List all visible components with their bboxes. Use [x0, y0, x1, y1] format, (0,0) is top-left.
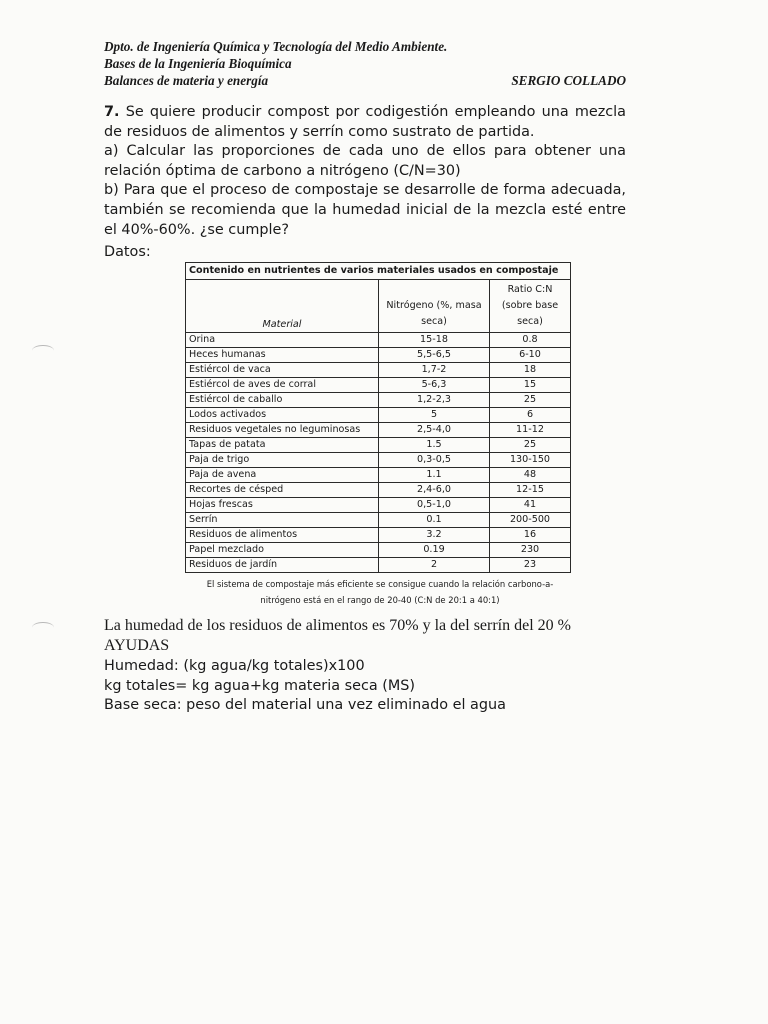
problem-part-b: b) Para que el proceso de compostaje se desarrolle de forma adecuada, también se recomienda que la humedad inicial de la mezcla esté entre el 40%-60%. ¿se cumple? — [104, 182, 626, 238]
cell-material: Tapas de patata — [186, 438, 379, 453]
header-cn-ratio: Ratio C:N (sobre base seca) — [490, 280, 571, 333]
cell-cn-ratio: 230 — [490, 543, 571, 558]
cell-material: Papel mezclado — [186, 543, 379, 558]
table-header-row — [186, 280, 571, 333]
nutrient-table — [185, 262, 571, 573]
cell-material: Estiércol de vaca — [186, 363, 379, 378]
cell-cn-ratio: 11-12 — [490, 423, 571, 438]
cell-material: Heces humanas — [186, 348, 379, 363]
cell-nitrogen: 2 — [379, 558, 490, 573]
cell-cn-ratio: 18 — [490, 363, 571, 378]
cell-material: Residuos vegetales no leguminosas — [186, 423, 379, 438]
table-row — [186, 378, 571, 393]
cell-cn-ratio: 15 — [490, 378, 571, 393]
ayudas-list — [104, 657, 644, 716]
cell-material: Paja de trigo — [186, 453, 379, 468]
header-material: Material — [186, 280, 379, 333]
cell-material: Hojas frescas — [186, 498, 379, 513]
ayuda-item: Humedad: (kg agua/kg totales)x100 — [104, 658, 365, 674]
cell-cn-ratio: 25 — [490, 393, 571, 408]
cell-cn-ratio: 12-15 — [490, 483, 571, 498]
cell-material: Orina — [186, 333, 379, 348]
table-caption: Contenido en nutrientes de varios materiales usados en compostaje — [186, 263, 571, 280]
table-row — [186, 423, 571, 438]
cell-nitrogen: 5,5-6,5 — [379, 348, 490, 363]
problem-part-a: a) Calcular las proporciones de cada uno de ellos para obtener una relación óptima de carbono a nitrógeno (C/N=30) — [104, 143, 626, 179]
cell-nitrogen: 0.1 — [379, 513, 490, 528]
table-row — [186, 438, 571, 453]
punch-hole-mark — [32, 345, 54, 356]
table-note-line1: El sistema de compostaje más eficiente se consigue cuando la relación carbono-a- — [206, 579, 554, 589]
cell-nitrogen: 1,2-2,3 — [379, 393, 490, 408]
table-row — [186, 393, 571, 408]
table-row — [186, 513, 571, 528]
punch-hole-mark — [32, 622, 54, 633]
problem-intro-text: Se quiere producir compost por codigestión empleando una mezcla de residuos de alimentos y serrín como sustrato de partida. — [104, 104, 626, 140]
table-row — [186, 528, 571, 543]
table-row — [186, 348, 571, 363]
cell-nitrogen: 0,5-1,0 — [379, 498, 490, 513]
author-name: SERGIO COLLADO — [511, 73, 626, 88]
cell-material: Residuos de alimentos — [186, 528, 379, 543]
cell-cn-ratio: 25 — [490, 438, 571, 453]
problem-statement — [104, 103, 626, 240]
cell-cn-ratio: 41 — [490, 498, 571, 513]
table-row — [186, 498, 571, 513]
cell-cn-ratio: 16 — [490, 528, 571, 543]
problem-intro — [104, 103, 626, 142]
table-row — [186, 543, 571, 558]
table-row — [186, 333, 571, 348]
ayuda-item: Base seca: peso del material una vez eliminado el agua — [104, 697, 506, 714]
table-note-line2: nitrógeno está en el rango de 20-40 (C:N de 20:1 a 40:1) — [260, 595, 500, 605]
cell-cn-ratio: 23 — [490, 558, 571, 573]
cell-nitrogen: 2,4-6,0 — [379, 483, 490, 498]
cell-cn-ratio: 130-150 — [490, 453, 571, 468]
cell-material: Paja de avena — [186, 468, 379, 483]
cell-nitrogen: 0.19 — [379, 543, 490, 558]
cell-nitrogen: 15-18 — [379, 333, 490, 348]
cell-material: Estiércol de aves de corral — [186, 378, 379, 393]
table-row — [186, 483, 571, 498]
cell-nitrogen: 1.5 — [379, 438, 490, 453]
cell-nitrogen: 3.2 — [379, 528, 490, 543]
table-row — [186, 453, 571, 468]
cell-material: Recortes de césped — [186, 483, 379, 498]
table-row — [186, 558, 571, 573]
table-row — [186, 408, 571, 423]
course-name: Bases de la Ingeniería Bioquímica — [104, 56, 292, 71]
cell-material: Residuos de jardín — [186, 558, 379, 573]
problem-number: 7. — [104, 104, 120, 120]
cell-nitrogen: 5 — [379, 408, 490, 423]
table-row — [186, 468, 571, 483]
cell-material: Estiércol de caballo — [186, 393, 379, 408]
cell-material: Serrín — [186, 513, 379, 528]
cell-cn-ratio: 6 — [490, 408, 571, 423]
cell-cn-ratio: 0.8 — [490, 333, 571, 348]
department-name: Dpto. de Ingeniería Química y Tecnología del Medio Ambiente. — [104, 39, 448, 54]
table-caption-row — [186, 263, 571, 280]
humidity-section — [104, 616, 644, 655]
table-note — [185, 576, 575, 608]
cell-nitrogen: 2,5-4,0 — [379, 423, 490, 438]
topic-name: Balances de materia y energía — [104, 73, 269, 88]
datos-label: Datos: — [104, 244, 151, 260]
humidity-statement: La humedad de los residuos de alimentos es 70% y la del serrín del 20 % — [104, 617, 571, 634]
cell-material: Lodos activados — [186, 408, 379, 423]
table-row — [186, 363, 571, 378]
cell-nitrogen: 5-6,3 — [379, 378, 490, 393]
cell-nitrogen: 1,7-2 — [379, 363, 490, 378]
cell-nitrogen: 1.1 — [379, 468, 490, 483]
header-nitrogen: Nitrógeno (%, masa seca) — [379, 280, 490, 333]
cell-nitrogen: 0,3-0,5 — [379, 453, 490, 468]
document-header — [104, 38, 626, 89]
ayuda-item: kg totales= kg agua+kg materia seca (MS) — [104, 677, 416, 694]
cell-cn-ratio: 48 — [490, 468, 571, 483]
cell-cn-ratio: 200-500 — [490, 513, 571, 528]
ayudas-title: AYUDAS — [104, 636, 170, 654]
cell-cn-ratio: 6-10 — [490, 348, 571, 363]
